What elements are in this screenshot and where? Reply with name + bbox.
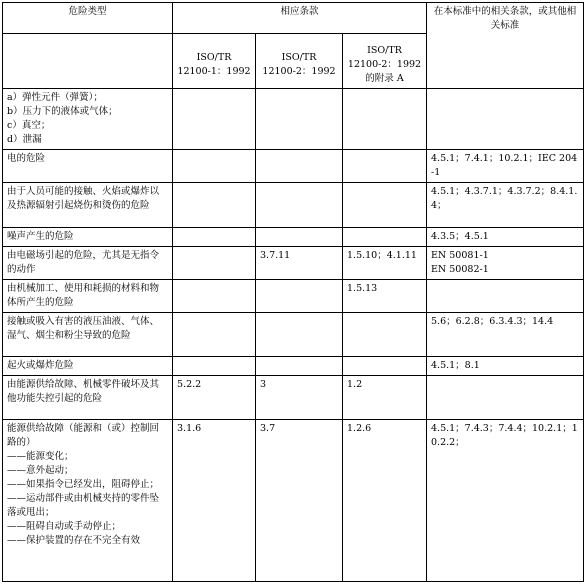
related-cell: 4.3.5；4.5.1 — [427, 228, 584, 247]
table-row — [3, 247, 584, 280]
iso2a-cell — [343, 150, 427, 183]
hazard-table — [2, 2, 584, 582]
hazard-line: 由于人员可能的接触、火焰或爆炸以及热源辐射引起烧伤和烫伤的危险 — [7, 186, 160, 211]
hazard-cell — [3, 247, 173, 280]
hazard-line: 接触或吸入有害的液压油液、气体、湿气、烟尘和粉尘导致的危险 — [7, 316, 160, 341]
header-iso-12100-2-annex-a-line3: 的附录 A — [365, 73, 404, 84]
table-row — [3, 376, 584, 420]
iso2-cell: 3 — [256, 376, 343, 420]
iso2a-cell: 1.5.13 — [343, 280, 427, 313]
hazard-line: 由能源供给故障、机械零件破坏及其他功能失控引起的危险 — [7, 379, 160, 404]
header-iso-12100-1-line1: ISO/TR — [196, 52, 232, 63]
iso2a-cell — [343, 228, 427, 247]
header-iso-12100-2-line1: ISO/TR — [281, 52, 317, 63]
hazard-line: ——阻碍自动或手动停止； — [7, 521, 122, 532]
hazard-line: d）泄漏 — [7, 134, 42, 145]
header-iso-12100-1-line2: 12100-1：1992 — [177, 66, 251, 77]
hazard-line: b）压力下的液体或气体； — [7, 106, 118, 117]
iso2-cell — [256, 150, 343, 183]
table-row — [3, 228, 584, 247]
hazard-cell — [3, 150, 173, 183]
table-row — [3, 280, 584, 313]
hazard-line: ——意外起动； — [7, 465, 74, 476]
hazard-line: ——如果指令已经发出，阻碍停止； — [7, 479, 160, 490]
header-hazard-blank — [3, 34, 173, 89]
table-row — [3, 420, 584, 582]
iso2a-cell — [343, 313, 427, 357]
iso1-cell: 3.1.6 — [173, 420, 256, 582]
related-cell — [427, 89, 584, 150]
related-cell: EN 50081-1 EN 50082-1 — [427, 247, 584, 280]
iso1-cell — [173, 150, 256, 183]
iso1-cell — [173, 89, 256, 150]
hazard-line: 电的危险 — [7, 153, 46, 164]
header-iso-12100-2-line2: 12100-2：1992 — [262, 66, 336, 77]
iso1-cell — [173, 280, 256, 313]
header-corresponding-clauses: 相应条款 — [173, 3, 427, 34]
hazard-line: ——保护装置的存在不完全有效 — [7, 535, 141, 546]
header-hazard-type: 危险类型 — [3, 3, 173, 34]
related-cell: 5.6；6.2.8；6.3.4.3；14.4 — [427, 313, 584, 357]
header-related-clauses: 在本标准中的相关条款，或其他相关标准 — [427, 3, 584, 89]
header-iso-12100-2-annex-a-line2: 12100-2：1992 — [347, 59, 422, 70]
header-iso-12100-2 — [256, 34, 343, 89]
header-row-1 — [3, 3, 584, 34]
iso1-cell — [173, 357, 256, 376]
hazard-line: a）弹性元件（弹簧）； — [7, 92, 103, 103]
hazard-cell — [3, 228, 173, 247]
iso2-cell — [256, 313, 343, 357]
iso1-cell: 5.2.2 — [173, 376, 256, 420]
hazard-cell — [3, 183, 173, 228]
iso2-cell — [256, 280, 343, 313]
iso1-cell — [173, 313, 256, 357]
hazard-line: c）真空； — [7, 120, 51, 131]
related-cell — [427, 376, 584, 420]
header-iso-12100-1 — [173, 34, 256, 89]
hazard-cell — [3, 89, 173, 150]
hazard-cell — [3, 376, 173, 420]
hazard-line: 能源供给故障（能源和（或）控制回路的） — [7, 423, 160, 448]
header-iso-12100-2-annex-a-line1: ISO/TR — [367, 45, 402, 56]
hazard-line: 由电磁场引起的危险，尤其是无指令的动作 — [7, 250, 160, 275]
iso1-cell — [173, 228, 256, 247]
table-row — [3, 313, 584, 357]
hazard-line: ——能源变化； — [7, 451, 74, 462]
iso2a-cell: 1.2 — [343, 376, 427, 420]
iso2-cell: 3.7.11 — [256, 247, 343, 280]
related-cell: 4.5.1；7.4.1；10.2.1；IEC 204-1 — [427, 150, 584, 183]
hazard-cell — [3, 313, 173, 357]
hazard-line: 噪声产生的危险 — [7, 231, 74, 242]
related-cell — [427, 280, 584, 313]
iso2-cell — [256, 183, 343, 228]
iso1-cell — [173, 183, 256, 228]
iso2a-cell — [343, 89, 427, 150]
iso2-cell — [256, 357, 343, 376]
hazard-cell — [3, 357, 173, 376]
iso2a-cell: 1.2.6 — [343, 420, 427, 582]
header-iso-12100-2-annex-a — [343, 34, 427, 89]
iso1-cell — [173, 247, 256, 280]
related-cell: 4.5.1；4.3.7.1；4.3.7.2；8.4.1.4； — [427, 183, 584, 228]
table-row — [3, 183, 584, 228]
hazard-line: 由机械加工、使用和耗损的材料和物体所产生的危险 — [7, 283, 160, 308]
table-row — [3, 357, 584, 376]
hazard-line: 起火或爆炸危险 — [7, 360, 74, 371]
hazard-cell — [3, 420, 173, 582]
iso2-cell — [256, 89, 343, 150]
table-row — [3, 89, 584, 150]
hazard-line: ——运动部件或由机械夹持的零件坠落或甩出； — [7, 493, 160, 518]
iso2a-cell: 1.5.10；4.1.11 — [343, 247, 427, 280]
iso2-cell — [256, 228, 343, 247]
table-row — [3, 150, 584, 183]
related-cell: 4.5.1；7.4.3；7.4.4；10.2.1；10.2.2； — [427, 420, 584, 582]
hazard-cell — [3, 280, 173, 313]
related-cell: 4.5.1；8.1 — [427, 357, 584, 376]
iso2a-cell — [343, 183, 427, 228]
iso2a-cell — [343, 357, 427, 376]
iso2-cell: 3.7 — [256, 420, 343, 582]
